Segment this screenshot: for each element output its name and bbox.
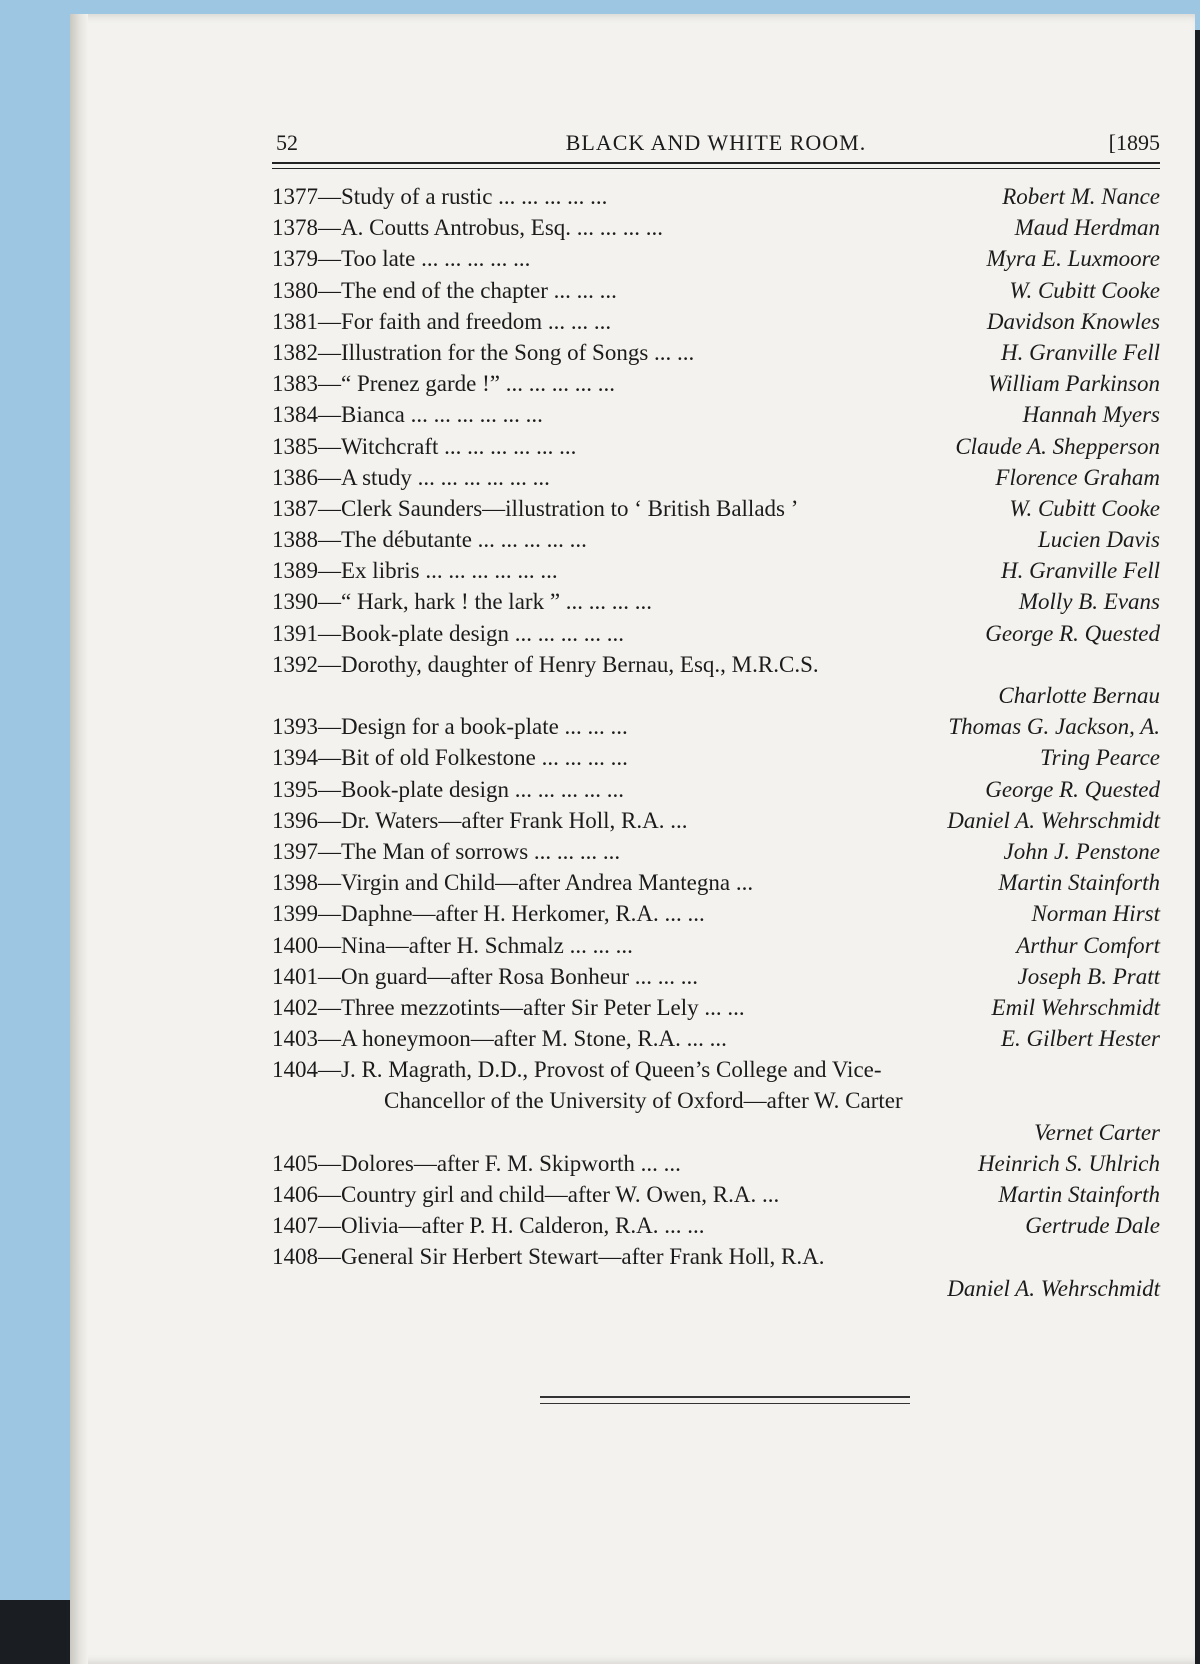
entry-artist: Robert M. Nance [1002,184,1160,209]
catalogue-entry [272,961,1160,992]
entry-artist: Emil Wehrschmidt [991,994,1160,1020]
entry-artist: William Parkinson [988,371,1160,397]
entry-title: 1408—General Sir Herbert Stewart—after Frank Holl, R.A. [272,1244,825,1270]
entry-title: 1402—Three mezzotints—after Sir Peter Lely ... ... [272,994,745,1020]
entry-artist: Myra E. Luxmoore [986,246,1160,272]
catalogue-entry [272,493,1160,524]
entry-artist: Molly B. Evans [1018,589,1160,615]
entry-artist: Daniel A. Wehrschmidt [947,807,1160,833]
year-label: [1895 [1108,130,1160,155]
end-rule [540,1396,910,1404]
entry-artist: Maud Herdman [1014,215,1160,241]
entry-title: 1398—Virgin and Child—after Andrea Mantegna ... [272,870,754,896]
entry-title: 1390—“ Hark, hark ! the lark ” ... ... ... ... [272,589,653,615]
catalogue-entry [272,930,1160,961]
entry-artist: Martin Stainforth [998,1182,1160,1207]
catalogue-entry [272,524,1160,555]
catalogue-entry [272,212,1160,243]
entry-artist: Lucien Davis [1037,527,1160,553]
catalogue-entry [272,836,1160,867]
catalogue-entry [272,368,1160,399]
catalogue-entry [272,1210,1160,1241]
entry-artist: Martin Stainforth [998,870,1160,896]
entry-title: 1407—Olivia—after P. H. Calderon, R.A. ... ... [272,1213,705,1239]
entry-title: 1392—Dorothy, daughter of Henry Bernau, Esq., M.R.C.S. [272,651,819,677]
catalogue-entry [272,337,1160,368]
catalogue-entry [272,1148,1160,1179]
entry-artist: Tring Pearce [1040,745,1160,771]
catalogue-entry [272,1273,1160,1304]
entry-title: 1382—Illustration for the Song of Songs ... ... [272,339,695,365]
entry-title: 1385—Witchcraft ... ... ... ... ... ... [272,433,577,459]
entry-title: 1380—The end of the chapter ... ... ... [272,277,617,303]
entry-title: 1383—“ Prenez garde !” ... ... ... ... ... [272,371,615,397]
entry-artist: Florence Graham [995,464,1160,490]
entry-artist: Charlotte Bernau [998,683,1160,708]
catalogue-entry [272,898,1160,929]
catalogue-list [272,181,1160,1304]
catalogue-entry [272,275,1160,306]
entry-title: 1395—Book-plate design ... ... ... ... ... [272,776,624,802]
entry-title: 1396—Dr. Waters—after Frank Holl, R.A. ... [272,807,688,833]
entry-title: 1381—For faith and freedom ... ... ... [272,308,612,334]
entry-title: 1387—Clerk Saunders—illustration to ‘ British Ballads ’ [272,495,799,521]
catalogue-entry [272,742,1160,773]
catalogue-entry [272,1117,1160,1148]
entry-artist: Gertrude Dale [1025,1213,1160,1239]
entry-artist: Hannah Myers [1022,402,1160,428]
catalogue-entry [272,306,1160,337]
catalogue-entry [272,586,1160,617]
catalogue-entry [272,774,1160,805]
entry-title: 1406—Country girl and child—after W. Owen, R.A. ... [272,1182,780,1207]
entry-artist: George R. Quested [985,776,1160,802]
catalogue-entry [272,867,1160,898]
running-header [272,124,1160,162]
entry-title: Chancellor of the University of Oxford—after W. Carter [384,1088,903,1114]
entry-title: 1389—Ex libris ... ... ... ... ... ... [272,558,558,584]
catalogue-entry [272,1023,1160,1054]
entry-title: 1400—Nina—after H. Schmalz ... ... ... [272,932,633,958]
entry-artist: H. Granville Fell [1000,558,1160,584]
entry-title: 1404—J. R. Magrath, D.D., Provost of Queen’s College and Vice- [272,1057,882,1083]
entry-artist: Claude A. Shepperson [955,433,1160,459]
entry-artist: Joseph B. Pratt [1017,963,1160,989]
entry-artist: Daniel A. Wehrschmidt [947,1275,1160,1301]
entry-title: 1378—A. Coutts Antrobus, Esq. ... ... ... ... [272,215,664,241]
catalogue-entry [272,399,1160,430]
entry-artist: Thomas G. Jackson, A. [948,714,1160,740]
page-gutter [70,14,88,1664]
entry-artist: Davidson Knowles [986,308,1160,334]
header-rule [272,162,1160,169]
catalogue-entry [272,243,1160,274]
catalogue-entry [272,711,1160,742]
catalogue-entry [272,1054,1160,1085]
entry-artist: W. Cubitt Cooke [1009,495,1160,521]
catalogue-entry [272,1241,1160,1272]
page-number: 52 [276,130,298,155]
catalogue-entry [272,431,1160,462]
catalogue-entry [272,992,1160,1023]
catalogue-entry [272,462,1160,493]
entry-artist: Heinrich S. Uhlrich [977,1150,1160,1176]
entry-title: 1401—On guard—after Rosa Bonheur ... ... ... [272,963,699,989]
entry-title: 1403—A honeymoon—after M. Stone, R.A. ... ... [272,1026,727,1052]
entry-artist: George R. Quested [985,620,1160,646]
entry-artist: E. Gilbert Hester [1000,1026,1160,1052]
entry-title: 1405—Dolores—after F. M. Skipworth ... ... [272,1150,681,1176]
entry-title: 1393—Design for a book-plate ... ... ... [272,714,628,740]
catalogue-entry [272,1085,1160,1116]
catalogue-entry [272,618,1160,649]
entry-title: 1394—Bit of old Folkestone ... ... ... ... [272,745,628,771]
entry-artist: Arthur Comfort [1016,932,1160,958]
entry-title: 1384—Bianca ... ... ... ... ... ... [272,402,543,428]
catalogue-entry [272,680,1160,711]
catalogue-entry [272,805,1160,836]
catalogue-entry [272,555,1160,586]
entry-title: 1397—The Man of sorrows ... ... ... ... [272,838,621,864]
entry-title: 1388—The débutante ... ... ... ... ... [272,527,587,553]
entry-artist: John J. Penstone [1003,838,1160,864]
entry-artist: H. Granville Fell [1000,339,1160,365]
catalogue-entry [272,649,1160,680]
entry-title: 1379—Too late ... ... ... ... ... [272,246,531,272]
catalogue-entry [272,181,1160,212]
entry-title: 1377—Study of a rustic ... ... ... ... ... [272,184,608,209]
catalogue-entry [272,1179,1160,1210]
page-content [272,124,1160,1304]
entry-title: 1399—Daphne—after H. Herkomer, R.A. ... ... [272,901,705,927]
entry-title: 1391—Book-plate design ... ... ... ... ... [272,620,624,646]
entry-artist: Vernet Carter [1034,1119,1160,1145]
entry-artist: Norman Hirst [1031,901,1160,927]
entry-artist: W. Cubitt Cooke [1009,277,1160,303]
entry-title: 1386—A study ... ... ... ... ... ... [272,464,550,490]
section-title: BLACK AND WHITE ROOM. [565,130,867,155]
